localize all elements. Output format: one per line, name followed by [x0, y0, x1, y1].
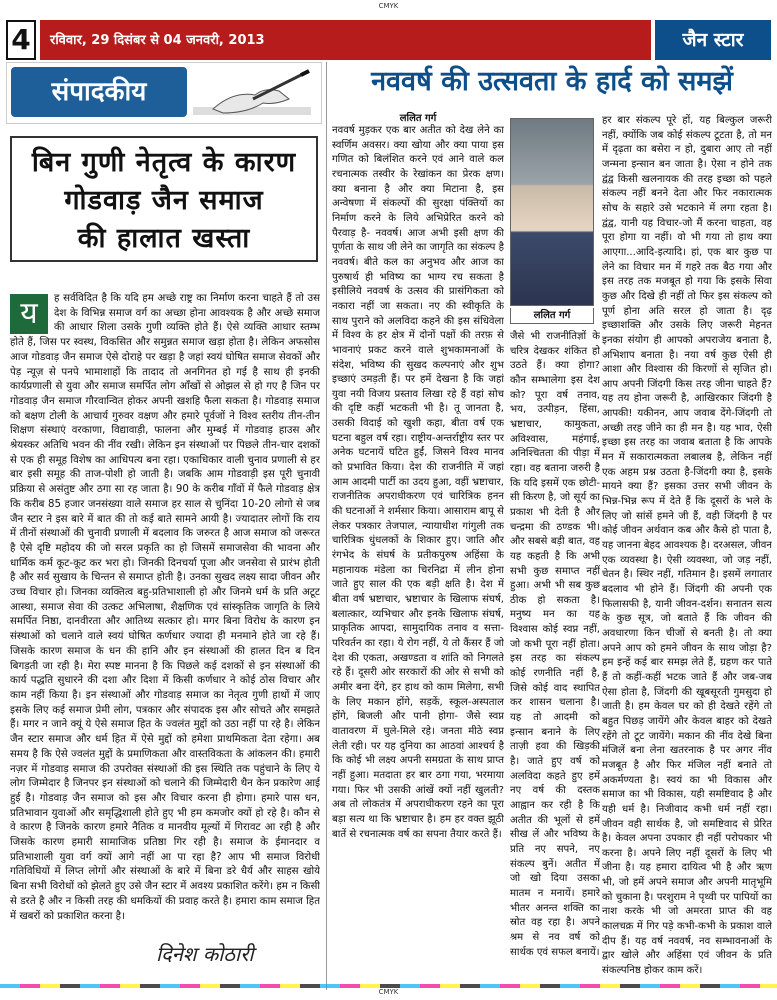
- editorial-column: [6, 62, 322, 992]
- author-photo: [510, 118, 594, 306]
- article-text-column-1: नववर्ष मुड़कर एक बार अतीत को देख लेने का स्वर्णिम अवसर। क्या खोया और क्या पाया इस गणित को बिलंशित करने एवं आने वाले कल रचनात्मक तस्वीर के रेखांकन का प्रेरक क्षण। क्या बनाना है और क्या मिटाना है, इस अन्वेषणा में संकल्पों की सुरक्षा पंक्तियों का निर्माण करने के लिये अभिप्रेरित करने को पैरवाड़ है- नववर्ष। आज अभी इसी क्षण की पूर्णता के साथ जी लेने का जागृति का संकल्प है नववर्ष। बीते कल का अनुभव और आज का पुरुषार्थ ही भविष्य का भाग्य रच सकता है इसीलिये नववर्ष के उत्सव की प्रासंगिकता को नकारा नहीं जा सकता। नए की स्वीकृति के साथ पुराने को अलविदा कहने की इस संधिवेला में विश्व के हर क्षेत्र में दोनों पक्षों की तरफ़ से भावनाएं प्रकट करने वाले शुभकामनाओं के संदेश, भविष्य की सुखद कल्पनाएं और शुभ इच्छाएं उमड़ती हैं। पर हमें देखना है कि जहां युवा नयी विजय प्रस्ताव लिखा रहे हैं वहां सोच की दृष्टि कहीं भटकती भी है। तू जानता है, उसकी विदाई को खुशी कहा, बीता वर्ष एक घटना बहुल वर्ष रहा। राष्ट्रीय-अन्तर्राष्ट्रीय स्तर पर अनेक घटनायें घटित हुईं, जिसने विश्व मानव को प्रभावित किया। देश की राजनीति में जहां आम आदमी पार्टी का उदय हुआ, वहीं भ्रष्टाचार, राजनीतिक अपराधीकरण एवं चारित्रिक हनन की घटनाओं ने शर्मसार किया। आसाराम बापू से लेकर पत्रकार तेजपाल, न्यायाधीश गांगुली तक चारित्रिक धुंधलकों के शिकार हुए। जाति और रंगभेद के संघर्ष के प्रतीकपुरुष अहिंसा के महानायक मंडेला का चिरनिद्रा में लीन होना जाते हुए साल की एक बड़ी क्षति है। देश में बीता वर्ष भ्रष्टाचार, भ्रष्टाचार के खिलाफ संघर्ष, बलात्कार, व्यभिचार और इनके खिलाफ संघर्ष, प्राकृतिक आपदा, सामुदायिक तनाव व सत्ता-परिवर्तन का रहा। ये रोग नहीं, ये तो कैंसर हैं जो देश की एकता, अखण्डता व शांति को निगलते रहे हैं। दूसरी ओर सरकारों की ओर से सभी को अमीर बना देंगे, हर हाथ को काम मिलेगा, सभी के लिए मकान होंगे, सड़कें, स्कूल-अस्पताल होंगे, बिजली और पानी होगा- जैसे स्वप्न वातावरण में घुले-मिले रहे। जनता मीठे स्वप्न लेती रही। पर यह दुनिया का आठवां आश्चर्य है कि कोई भी लक्ष्य अपनी समग्रता के साथ प्राप्त नहीं हुआ। मतदाता हर बार ठगा गया, भरमाया गया। फिर भी उसकी आंखें क्यों नहीं खुलती? अब तो लोकतंत्र में अपराधीकरण रहने का पूरा बड़ा सत्य था कि भ्रष्टाचार है। हम हर वक्त झूठी बातें से रचनात्मक वर्ष का सपना तैयार करते हैं।: [332, 125, 504, 840]
- editorial-label: संपादकीय: [11, 67, 187, 117]
- photo-caption: ललित गर्ग: [510, 308, 594, 324]
- newspaper-brand: जैन स्टार: [651, 20, 771, 60]
- editorial-body: [10, 292, 320, 922]
- editorial-band: [6, 62, 322, 124]
- column-divider: [326, 62, 327, 990]
- writing-hand-icon: [193, 69, 311, 119]
- drop-cap: य: [10, 294, 48, 334]
- headline-line-1: बिन गुणी नेतृत्व के कारण: [31, 147, 297, 178]
- headline-line-3: की हालात खस्ता: [77, 223, 251, 254]
- header-bar: [40, 20, 771, 60]
- article-column: [332, 62, 772, 992]
- page-number: 4: [6, 20, 36, 60]
- editor-signature: दिनेश कोठारी: [156, 942, 254, 966]
- article-text-column-2: जैसे भी राजनीतिज्ञों के चरित्र देखकर शंकित हो उठते हैं। क्या होगा? कौन सम्भालेगा इस देश को? पूरा वर्ष तनाव, भय, उत्पीड़न, हिंसा, भ्रष्टाचार, कामुकता, अविश्वास, महंगाई, अनिश्चितता की पीड़ा में रहा। वह बताना जरुरी है कि यदि इसमें एक छोटी-सी किरण है, जो सूर्य का प्रकाश भी देती है और चन्द्रमा की ठण्डक भी। और सबसे बड़ी बात, वह यह कहती है कि अभी सभी कुछ समाप्त नहीं हुआ। अभी भी सब कुछ ठीक हो सकता है। मनुष्य मन का यह विश्वास कोई स्वप्न नहीं, जो कभी पूरा नहीं होता। इस तरह का संकल्प कोई रणनीति नहीं है, जिसे कोई वाद स्थापित कर शासन चलाना है। यह तो आदमी को इन्सान बनाने के लिए ताज़ी हवा की खिड़की है। जाते हुए वर्ष को अलविदा कहते हुए हमें नए वर्ष की दस्तक आह्वान कर रही है कि अतीत की भूलों से हमें सीख लें और भविष्य के प्रति नए सपने, नए संकल्प बुनें। अतीत में जो खो दिया उसका मातम न मनायें। हमारे भीतर अनन्त शक्ति का स्रोत वह रहा है। अपने श्रम से नव वर्ष को सार्थक एवं सफल बनायें।: [510, 331, 600, 958]
- editorial-headline: [10, 136, 318, 262]
- issue-date: रविवार, 29 दिसंबर से 04 जनवरी, 2013: [50, 33, 265, 48]
- headline-line-2: गोडवाड़ जैन समाज: [64, 185, 264, 216]
- editorial-body-text: ह सर्वविदित है कि यदि हम अच्छे राष्ट्र का निर्माण करना चाहते हैं तो उस देश के विभिन्न समाज वर्ग का अच्छा होना आवश्यक है और अच्छे समाज की आधार शिला उसके गुणी व्यक्ति होते हैं। ऐसे व्यक्ति आधार स्तम्भ होते हैं, जिस पर स्वस्थ, विकसित और समुन्नत समाज खड़ा होता है। लेकिन अफसोस आज गोडवाड़ जैन समाज ऐसे दोराहे पर खड़ा है जहां स्वयं घोषित समाज सेवकों और पेड़ न्यूज़ से पनपे भामाशाहों कि तादाद तो अनगिनत हो गई है साथ ही इनकी कार्यप्रणाली से युवा और समाज समर्पित लोग आँखों से ओझल से हो गए है जिन पर गोडवाड़ जैन समाज गौरवान्वित होकर अपनी खशहि फैला सकता है। गोडवाड़ समाज को बक्षण टोली के आचार्य गुरुवर वक्षण और हमारे पूर्वजों ने विश्व स्तरीय तीन-तीन शिक्षण संस्थाएं वरकाणा, विद्यावाड़ी, फालना और मुम्बई में गोडवाड़ हाउस और श्रेयस्कर अतिथि भवन की नींव रखी। लेकिन इन संस्थाओं पर पिछले तीन-चार दशकों से एक ही समूह विशेष का आधिपत्य बना रहा। एकाधिकार वाली चुनाव प्रणाली से हर बार इसी समूह की ताज-पोशी हो जाती है। जबकि आम गोडवाड़ी इस पूरी चुनावी प्रक्रिया से असंतुष्ट और ठगा सा रह जाता है। 90 के करीब गाँवों में फैले गोडवाड़ क्षेत्र कि करीब 85 हजार जनसंख्या वाले समाज हर साल से चुनिंदा 10-20 लोगो से जब जैन स्टार ने इस बारे में बात की तो कई बाते सामने आयी है। ज्यादातर लोगों कि राय में तीनों संस्थाओं की चुनावी प्रणाली में बदलाव कि जरुरत है आज समाज को जरूरत है ऐसे दृष्टि महोदय की जो सरल प्रकृति का हो जिसमें समाजसेवा की भावना और धार्मिक कर्म कूट-कूट कर भरा हो। जिनकी दिनचर्या पूजा और जनसेवा से प्रारंभ होती है और सर्व सुखाय के चिन्तन से समाप्त होती है। उनका सुखद लक्ष्य सादा जीवन और उच्च विचार हो। जिनका व्यक्तित्व बहु-प्रतिभाशाली हो और जिनमे धर्म के प्रति अटूट आस्था, समाज सेवा की उत्कट अभिलाषा, शैक्षणिक एवं सांस्कृतिक जागृति के लिये समर्पित निष्ठा, दानवीरता और आतिथ्य सत्कार हो। मगर बिना विरोध के कारण इन संस्थाओं को चलाने वाले स्वयं घोषित कर्णधार ज्यादा ही मनमाने होते जा रहे हैं। जिसके कारण समाज के धन की हानि और इन संस्थाओं की हालत दिन ब दिन बिगड़ती जा रही है। मेरा स्पष्ट मानना है कि पिछले कई दशकों से इन संस्थाओं की कार्य पद्धति सुधारने की दशा और दिशा में किसी कर्णधार ने कोई ठोस विचार और काम नहीं किया है। इन संस्थाओं और गोडवाड़ समाज का नेतृत्व गुणी हाथों में जाए इसके लिए कई समाज प्रेमी लोग, पत्रकार और संपादक इस और सोचते और समझते हैं। मगर न जाने क्यूं ये ऐसे समाज हित के ज्वलंत मुद्दों को उठा नहीं पा रहे है। लेकिन जैन स्टार समाज और धर्म हित में ऐसे मुद्दों को हमेशा प्राथमिकता देता रहेगा। अब समय है कि ऐसे ज्वलंत मुद्दों के प्रमाणिकता और वास्तविकता के आंकलन की। हमारी नज़र में गोडवाड़ समाज की उपरोक्त संस्थाओं की इस स्थिति तक पहुंचाने के लिए ये लोग जिम्मेदार है जिनपर इन संस्थाओं को चलाने की जिम्मेदारी थैन केन प्रकारेण आई हुई है। गोडवाड़ जैन समाज को इस और विचार करना ही होगा। हमारे पास धन, प्रतिभावान युवाओं और समृद्धिशाली होते हुए भी हम कमजोर क्यों हो रहे है। कौन से वे कारण है जिनके कारण हमारे नैतिक व मानवीय मूल्यों में गिरावट आ रही है और जिसके कारण हमारी सामाजिक प्रतिष्ठा गिर रही है। समाज के ईमानदार व प्रतिभाशाली युवा वर्ग क्यों आगे नहीं आ पा रहा है? आप भी समाज विरोधी गतिविधियों में लिप्त लोगों और संस्थाओं के बारे में बिना डरे धैर्य और साहस खोये बिना सभी विरोधों को झेलते हुए उसे जैन स्टार में अवश्य प्रकाशित करेंगे। हम न किसी से डरते है और न किसी तरह की धमकियों की प्रवाह करते है। हमारा काम समाज हित में खबरों को प्रकाशित करना है।: [10, 293, 320, 922]
- page-header: [6, 14, 771, 60]
- article-text-column-3: हर बार संकल्प पूरे हों, यह बिल्कुल जरूरी नहीं, क्योंकि जब कोई संकल्प टूटता है, तो मन में दृढ़ता का बसेरा न हो, दुबारा आए तो नहीं जन्मना इन्सान बन जाता है। ऐसा न होने तक द्वंद्व किसी खलनायक की तरह इच्छा को पहले संकल्प नहीं बनने देता और फिर नकारात्मक सोच के सहारे उसे भटकाने में लगा रहता है। द्वंद्व, यानी यह विचार-जो मैं करना चाहता, वह पूरा होगा या नहीं। वो भी गया तो हाथ क्या आएगा...आदि-इत्यादि। हां, एक बार कुछ पा लेने का विचार मन में गहरे तक बैठ गया और इस तरह तक मजबूत हो गया कि इसके सिवा कुछ और दिखे ही नहीं तो फिर इस संकल्प को पूर्ण होना अति सरल हो जाता है। दृढ़ इच्छाशक्ति और उसके लिए जरूरी मेहनत इनका संयोग ही आपको अपराजेय बनाता है, अभिशाप बनाता है। नया वर्ष कुछ ऐसी ही आशा और विश्वास की किरणों से सृजित हो। आप अपनी जिंदगी किस तरह जीना चाहते हैं? यह तय होना जरूरी है, आखिरकार जिंदगी है आपकी! यकीनन, आप जवाब देंगे-जिंदगी तो अच्छी तरह जीने का ही मन है। यह भाव, ऐसी इच्छा इस तरह का जवाब बताता है कि आपके मन में सकारात्मकता लबालब है, लेकिन नहीं एक अहम प्रश्न उठता है-जिंदगी क्या है, इसके मायने क्या हैं? इसका उत्तर सभी जीवन के भिन्न-भिन्न रूप में देते हैं कि दूसरों के भले के लिए जो सांसें हमने जी हैं, वही जिंदगी है पर कोई जीवन अर्थवान कब और कैसे हो पाता है, यह जानना बेहद आवश्यक है। दरअसल, जीवन एक व्यवस्था है। ऐसी व्यवस्था, जो जड़ नहीं, चेतन है। स्थिर नहीं, गतिमान है। इसमें लगातार बदलाव भी होने हैं। जिंदगी की अपनी एक फिलासफी है, यानी जीवन-दर्शन। सनातन सत्य के कुछ सूत्र, जो बताते हैं कि जीवन की अवधारणा किन चीजों से बनती है। तो क्या अपने आप को हमने जीवन के साथ जोड़ा है? हम इन्हें कई बार समझ लेते हैं, ग्रहण कर पाते हैं तो कहीं-कहीं भटक जाते हैं और जब-जब ऐसा होता है, जिंदगी की खूबसूरती गुमसुदा हो जाती है। हम केवल घर को ही देखते रहेंगे तो बहुत पिछड़ जायेंगे और केवल बाहर को देखते रहेंगे तो टूट जायेंगे। मकान की नींव देखे बिना मंजिलें बना लेना खतरनाक है पर अगर नींव मजबूत है और फिर मंजिल नहीं बनाते तो अकर्मण्यता है। स्वयं का भी विकास और समाज का भी विकास, यही समष्टिवाद है और यही धर्म है। निजीवाद कभी धर्म नहीं रहा। जीवन वही सार्थक है, जो समष्टिवाद से प्रेरित है। केवल अपना उपकार ही नहीं परोपकार भी करना है। अपने लिए नहीं दूसरों के लिए भी जीना है। यह हमारा दायित्व भी है और ऋण भी, जो हमें अपने समाज और अपनी मातृभूमि को चुकाना है। परशुराम ने पृथ्वी पर पापियों का नाश करके भी जो अमरता प्राप्त की वह कालचक्र में गिर पड़े कभी-कभी के प्रकाश वाले दीप हैं। यह वर्ष नववर्ष, नव सम्भावनाओं के द्वार खोले और अहिंसा एवं जीवन के प्रति संकल्पनिष्ठ होकर काम करें।: [602, 115, 772, 977]
- author-byline: ललित गर्ग: [399, 113, 437, 124]
- article-headline: नववर्ष की उत्सवता के हार्द को समझें: [371, 66, 733, 97]
- print-registration-mark-top: CMYK: [378, 2, 399, 10]
- print-registration-mark-bottom: CMYK: [378, 988, 399, 996]
